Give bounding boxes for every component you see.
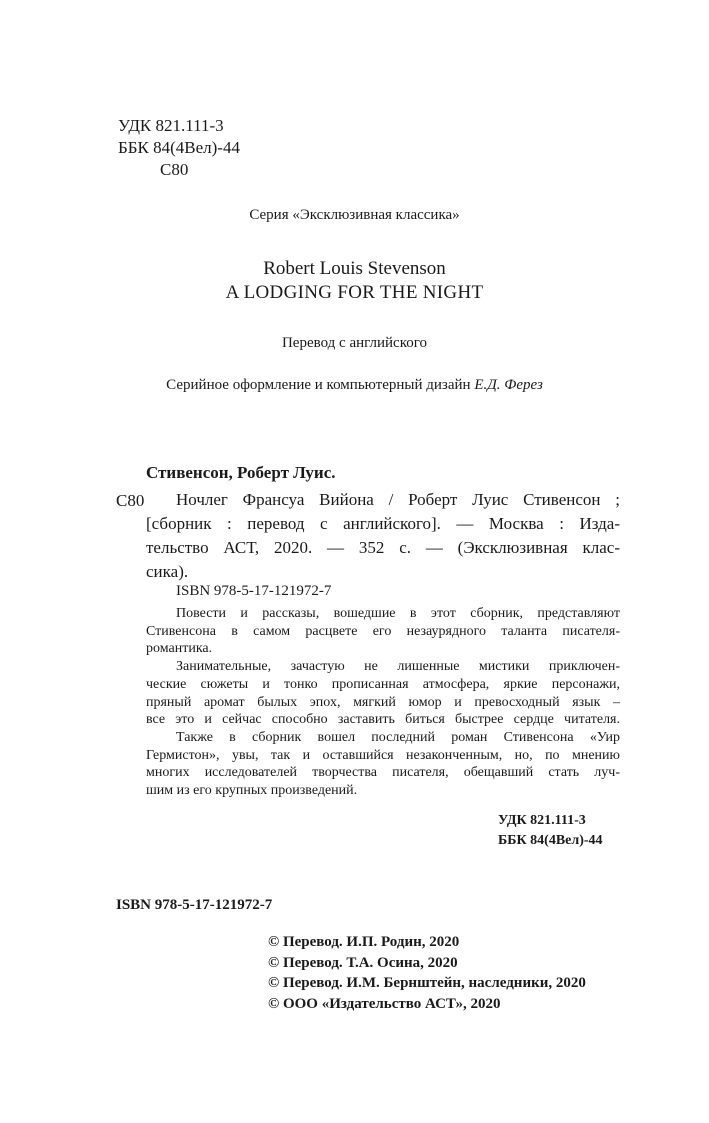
copyright-line: © Перевод. И.М. Бернштейн, наследники, 2020 <box>268 975 586 991</box>
bibliographic-line: сика). <box>146 562 189 581</box>
bbk-code: ББК 84(4Вел)-44 <box>118 138 240 157</box>
bibliographic-author-code: С80 <box>116 491 145 510</box>
translation-note: Перевод с английского <box>281 335 428 351</box>
design-credit <box>0 375 709 395</box>
author-code: С80 <box>160 160 189 179</box>
annotation-line: все это и сейчас способно заставить биться быстрее сердце читателя. <box>146 712 620 728</box>
annotation-line: Повести и рассказы, вошедшие в этот сборник, представляют <box>176 606 620 621</box>
annotation-line: пряный аромат былых эпох, мягкий юмор и превосходный язык – <box>146 694 620 710</box>
annotation-line: романтика. <box>146 641 213 657</box>
udk-code-bottom: УДК 821.111-3 <box>498 813 586 828</box>
annotation-line: Гермистон», увы, так и оставшийся незаконченным, но, по мнению <box>146 747 620 763</box>
annotation-line: многих исследователей творчества писателя, обещавший стать луч- <box>146 765 620 781</box>
bibliographic-line: тельство АСТ, 2020. — 352 с. — (Эксклюзивная клас- <box>146 538 620 557</box>
copyright-line: © ООО «Издательство АСТ», 2020 <box>268 995 501 1012</box>
copyright-line: © Перевод. Т.А. Осина, 2020 <box>268 954 458 971</box>
original-author: Robert Louis Stevenson <box>263 258 446 279</box>
udk-code: УДК 821.111-3 <box>118 116 224 135</box>
annotation <box>146 605 620 800</box>
annotation-line: ческие сюжеты и тонко прописанная атмосфера, яркие персонажи, <box>146 676 620 692</box>
bbk-code-bottom: ББК 84(4Вел)-44 <box>498 833 603 848</box>
bibliographic-line: [сборник : перевод с английского]. — Москва : Изда- <box>146 514 620 533</box>
copyright-block <box>268 932 586 1014</box>
bibliographic-isbn: ISBN 978-5-17-121972-7 <box>176 583 332 599</box>
copyright-line: © Перевод. И.П. Родин, 2020 <box>268 934 460 950</box>
series-line: Серия «Эксклюзивная классика» <box>249 207 460 223</box>
bibliographic-description <box>146 488 620 584</box>
designer-name: Е.Д. Ферез <box>474 377 543 393</box>
bibliographic-line: Ночлег Франсуа Вийона / Роберт Луис Стивенсон ; <box>176 490 620 509</box>
annotation-line: Также в сборник вошел последний роман Стивенсона «Уир <box>176 729 620 745</box>
design-label: Серийное оформление и компьютерный дизайн <box>166 377 471 393</box>
original-title: A LODGING FOR THE NIGHT <box>225 282 484 303</box>
isbn-bottom: ISBN 978-5-17-121972-7 <box>116 897 273 913</box>
annotation-line: Стивенсона в самом расцвете его незаурядного таланта писателя- <box>146 623 620 639</box>
annotation-line: Занимательные, зачастую не лишенные мистики приключен- <box>176 659 620 675</box>
annotation-line: шим из его крупных произведений. <box>146 783 358 799</box>
bibliographic-author-heading: Стивенсон, Роберт Луис. <box>146 463 336 482</box>
